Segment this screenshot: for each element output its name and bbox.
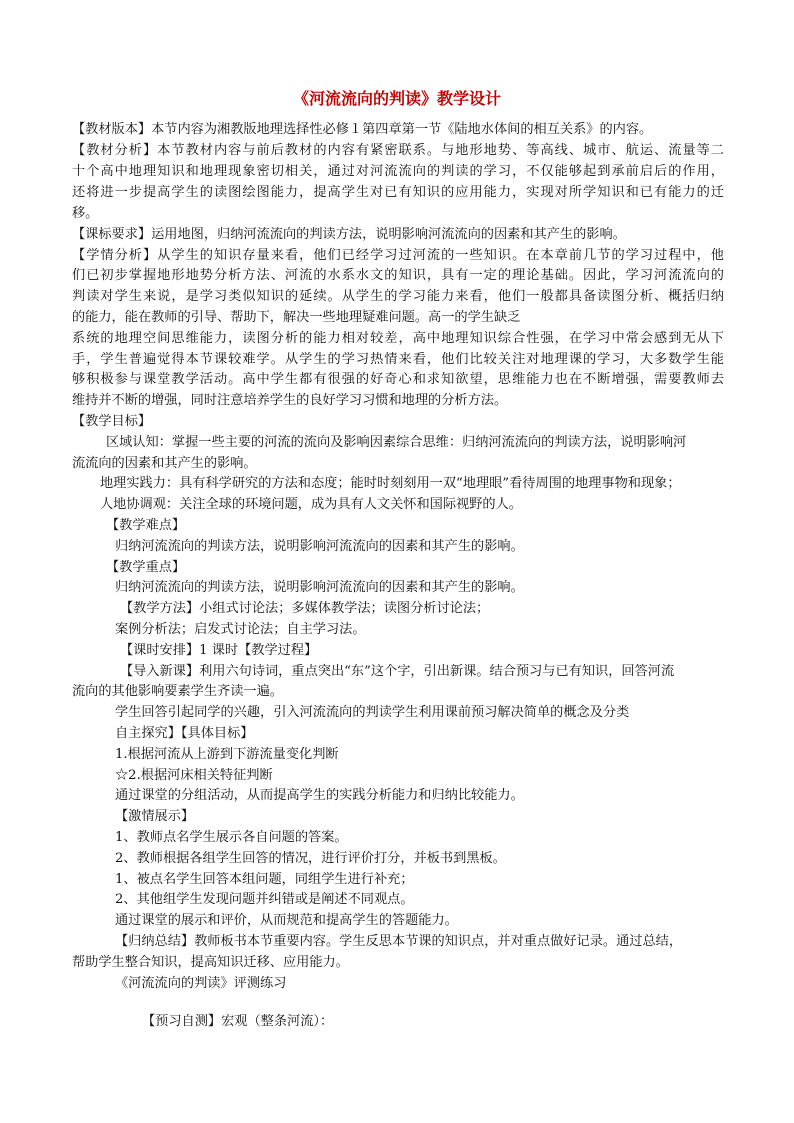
text-line: 流向的其他影响要素学生齐读一遍。 xyxy=(72,684,283,699)
text-line: 【教材分析】本节教材内容与前后教材的内容有紧密联系。与地形地势、等高线、城市、航运、流量等二 xyxy=(72,143,724,158)
list-item: 1、教师点名学生展示各自问题的答案。 xyxy=(115,830,348,845)
section-heading: 【教学目标】 xyxy=(72,414,152,429)
list-item: 1.根据河流从上游到下游流量变化判断 xyxy=(115,747,339,762)
text-line: 们已初步掌握地形地势分析方法、河流的水系水文的知识，具有一定的理论基础。因此，学习河流流向的 xyxy=(72,268,724,283)
text-line: 手，学生普遍觉得本节课较难学。从学生的学习热情来看，他们比较关注对地理课的学习，大多数学生能 xyxy=(72,352,724,367)
text-line: 移。 xyxy=(72,206,99,221)
text-line: 【预习自测】宏观（整条河流）： xyxy=(142,1014,334,1029)
text-line: 归纳河流流向的判读方法，说明影响河流流向的因素和其产生的影响。 xyxy=(115,580,524,595)
text-line: 学生回答引起同学的兴趣，引入河流流向的判读学生利用课前预习解决简单的概念及分类 xyxy=(115,705,630,720)
text-line: 系统的地理空间思维能力，读图分析的能力相对较差，高中地理知识综合性强，在学习中常会感到无从下 xyxy=(72,331,724,346)
section-heading: 【教学重点】 xyxy=(106,560,186,575)
text-line: 地理实践力：具有科学研究的方法和态度；能时时刻刻用一双“地理眼”看待周围的地理事物和现象； xyxy=(100,476,681,491)
text-line: 够积极参与课堂教学活动。高中学生都有很强的好奇心和求知欲望，思维能力也在不断增强，需要教师去 xyxy=(72,372,724,387)
list-item: 1、被点名学生回答本组问题，同组学生进行补充； xyxy=(115,872,414,887)
section-heading: 【教学难点】 xyxy=(106,518,186,533)
document-title: 《河流流向的判读》教学设计 xyxy=(292,89,501,108)
text-line: 【学情分析】从学生的知识存量来看，他们已经学习过河流的一些知识。在本章前几节的学习过程中，他 xyxy=(72,248,724,263)
section-heading: 【激情展示】 xyxy=(115,809,195,824)
text-line: 通过课堂的展示和评价，从而规范和提高学生的答题能力。 xyxy=(115,913,458,928)
text-line: 通过课堂的分组活动，从而提高学生的实践分析能力和归纳比较能力。 xyxy=(115,788,524,803)
text-line: 案例分析法；启发式讨论法；自主学习法。 xyxy=(115,622,366,637)
list-item: 2、其他组学生发现问题并纠错或是阐述不同观点。 xyxy=(115,892,414,907)
text-line: 【教学方法】小组式讨论法；多媒体教学法；读图分析讨论法； xyxy=(120,601,490,616)
text-line: 归纳河流流向的判读方法，说明影响河流流向的因素和其产生的影响。 xyxy=(115,539,524,554)
text-line: 的能力，能在教师的引导、帮助下，解决一些地理疑难问题。高一的学生缺乏 xyxy=(72,310,521,325)
text-line: 《河流流向的判读》评测练习 xyxy=(115,976,287,991)
text-line: 【课时安排】1 课时【教学过程】 xyxy=(120,643,318,658)
text-line: 【导入新课】利用六句诗词，重点突出“东”这个字，引出新课。结合预习与已有知识，回答河流 xyxy=(120,664,675,679)
text-line: 还将进一步提高学生的读图绘图能力，提高学生对已有知识的应用能力，实现对所学知识和已有能力的迁 xyxy=(72,185,724,200)
text-line: 帮助学生整合知识，提高知识迁移、应用能力。 xyxy=(72,955,349,970)
text-line: 维持并不断的增强，同时注意培养学生的良好学习习惯和地理的分析方法。 xyxy=(72,393,508,408)
text-line: 流流向的因素和其产生的影响。 xyxy=(72,456,257,471)
list-item: ☆2.根据河床相关特征判断 xyxy=(115,768,273,783)
text-line: 【课标要求】运用地图，归纳河流流向的判读方法，说明影响河流流向的因素和其产生的影响。 xyxy=(72,227,626,242)
text-line: 【归纳总结】教师板书本节重要内容。学生反思本节课的知识点，并对重点做好记录。通过总结， xyxy=(115,934,683,949)
list-item: 2、教师根据各组学生回答的情况，进行评价打分，并板书到黑板。 xyxy=(115,851,506,866)
text-line: 人地协调观：关注全球的环境问题，成为具有人文关怀和国际视野的人。 xyxy=(100,497,522,512)
text-line: 判读对学生来说，是学习类似知识的延续。从学生的学习能力来看，他们一般都具备读图分析、概括归纳 xyxy=(72,289,724,304)
text-line: 自主探究】【具体目标】 xyxy=(115,726,254,741)
text-line: 【教材版本】本节内容为湘教版地理选择性必修１第四章第一节《陆地水体间的相互关系》的内容。 xyxy=(72,122,653,137)
text-line: 十个高中地理知识和地理现象密切相关，通过对河流流向的判读的学习，不仅能够起到承前启后的作用， xyxy=(72,164,724,179)
text-line: 区域认知：掌握一些主要的河流的流向及影响因素综合思维：归纳河流流向的判读方法，说明影响河 xyxy=(106,435,687,450)
